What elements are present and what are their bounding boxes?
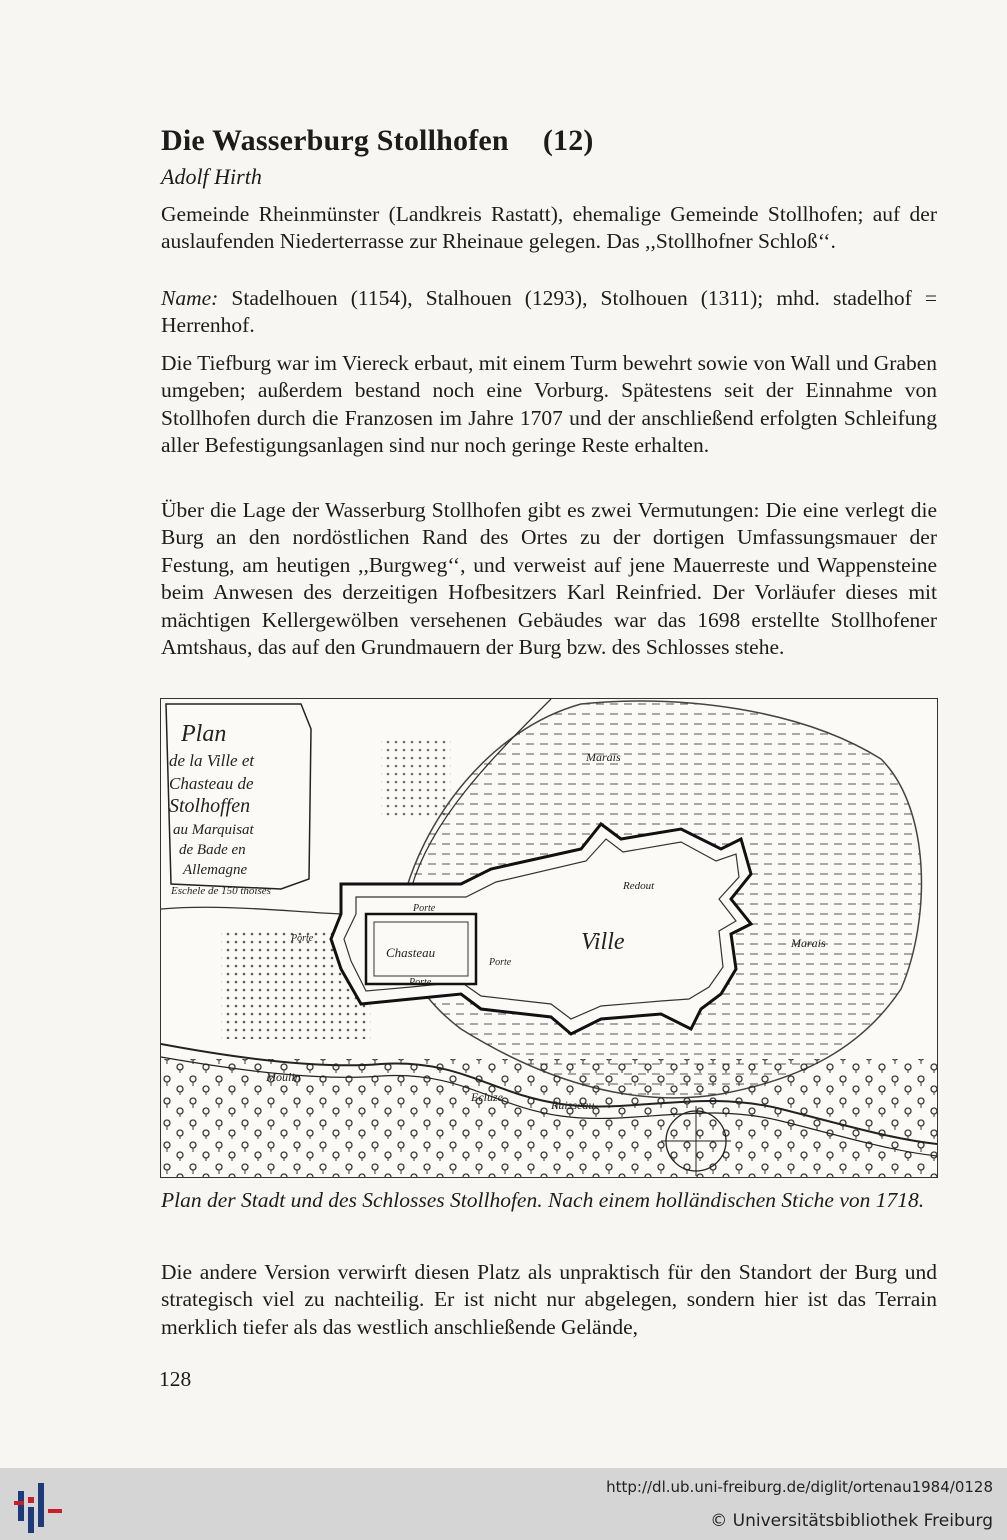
name-text: Stadelhouen (1154), Stalhouen (1293), Stolhouen (1311); mhd. stadelhof = Herrenhof. — [161, 286, 937, 338]
label-chasteau: Chasteau — [386, 945, 436, 960]
library-footer — [0, 1468, 1007, 1540]
label-marais-north: Marais — [586, 750, 621, 764]
article-number: (12) — [542, 124, 594, 157]
title-text: Die Wasserburg Stollhofen — [161, 124, 509, 157]
label-redout: Redout — [623, 880, 655, 892]
label-ville: Ville — [581, 929, 625, 955]
label-ruisseau: Ruisseau — [551, 1098, 595, 1112]
cartouche-line-7: Allemagne — [183, 862, 248, 878]
label-porte-north: Porte — [413, 903, 436, 914]
article-title — [161, 124, 594, 158]
paragraph-andere-version: Die andere Version verwirft diesen Platz als unpraktisch für den Standort der Burg und strategisch viel zu nachteilig. Er ist nicht nur abgelegen, sondern hier ist das Terrain merklich tiefer als das westlich anschließende Gelände, — [161, 1260, 937, 1339]
label-porte-west: Porte — [291, 933, 314, 944]
map-drawing — [161, 699, 937, 1177]
page-number: 128 — [159, 1367, 192, 1391]
cartouche-line-1: Plan — [181, 721, 227, 747]
name-label: Name: — [161, 286, 219, 310]
cartouche-line-5: au Marquisat — [173, 822, 254, 838]
footer-copyright: © Universitätsbibliothek Freiburg — [710, 1511, 993, 1531]
label-porte-chasteau: Porte — [409, 977, 432, 988]
footer-url[interactable]: http://dl.ub.uni-freiburg.de/diglit/ortenau1984/0128 — [606, 1478, 993, 1496]
label-porte-east: Porte — [489, 957, 512, 968]
cartouche-line-3: Chasteau de — [169, 774, 254, 793]
cartouche-line-4: Stolhoffen — [169, 795, 251, 817]
map-caption: Plan der Stadt und des Schlosses Stollhofen. Nach einem holländischen Stiche von 1718. — [161, 1188, 925, 1212]
paragraph-lage: Über die Lage der Wasserburg Stollhofen gibt es zwei Vermutungen: Die eine verlegt die Burg an den nordöstlichen Rand des Ortes zu der dortigen Umfassungsmauer der Festung, am heutigen ,,Burgweg‘‘, und verweist auf jene Mauerreste und Wappensteine beim Anwesen des derzeitigen Hofbesitzers Karl Reinfried. Der Vorläufer dieses mit mächtigen Kellergewölben versehenen Gebäudes war das 1698 erstellte Stollhofener Amtshaus, das auf den Grundmauern der Burg bzw. des Schlosses stehe. — [161, 498, 937, 660]
field-dots-top — [381, 739, 451, 819]
ub-freiburg-logo — [14, 1477, 66, 1533]
cartouche-line-2: de la Ville et — [169, 751, 255, 770]
paragraph-location: Gemeinde Rheinmünster (Landkreis Rastatt), ehemalige Gemeinde Stollhofen; auf der auslaufenden Niederterrasse zur Rheinaue gelegen. Das ,,Stollhofner Schloß‘‘. — [161, 202, 937, 254]
map-scale: Eschele de 150 thoises — [171, 885, 271, 897]
cartouche-line-6: de Bade en — [179, 842, 246, 858]
label-ecluze: Ecluze — [471, 1090, 503, 1104]
paragraph-name — [161, 285, 937, 340]
label-marais-east: Marais — [791, 936, 826, 950]
paragraph-tiefburg: Die Tiefburg war im Viereck erbaut, mit einem Turm bewehrt sowie von Wall und Graben umgeben; außerdem bestand noch eine Vorburg. Spätestens seit der Einnahme von Stollhofen durch die Franzosen im Jahre 1707 und der anschließend erfolgten Schleifung aller Befestigungsanlagen sind nur noch geringe Reste erhalten. — [161, 351, 937, 458]
road-west — [161, 907, 341, 914]
label-moulin: Moulin — [266, 1070, 301, 1084]
historic-map — [160, 698, 938, 1178]
author: Adolf Hirth — [161, 164, 262, 189]
